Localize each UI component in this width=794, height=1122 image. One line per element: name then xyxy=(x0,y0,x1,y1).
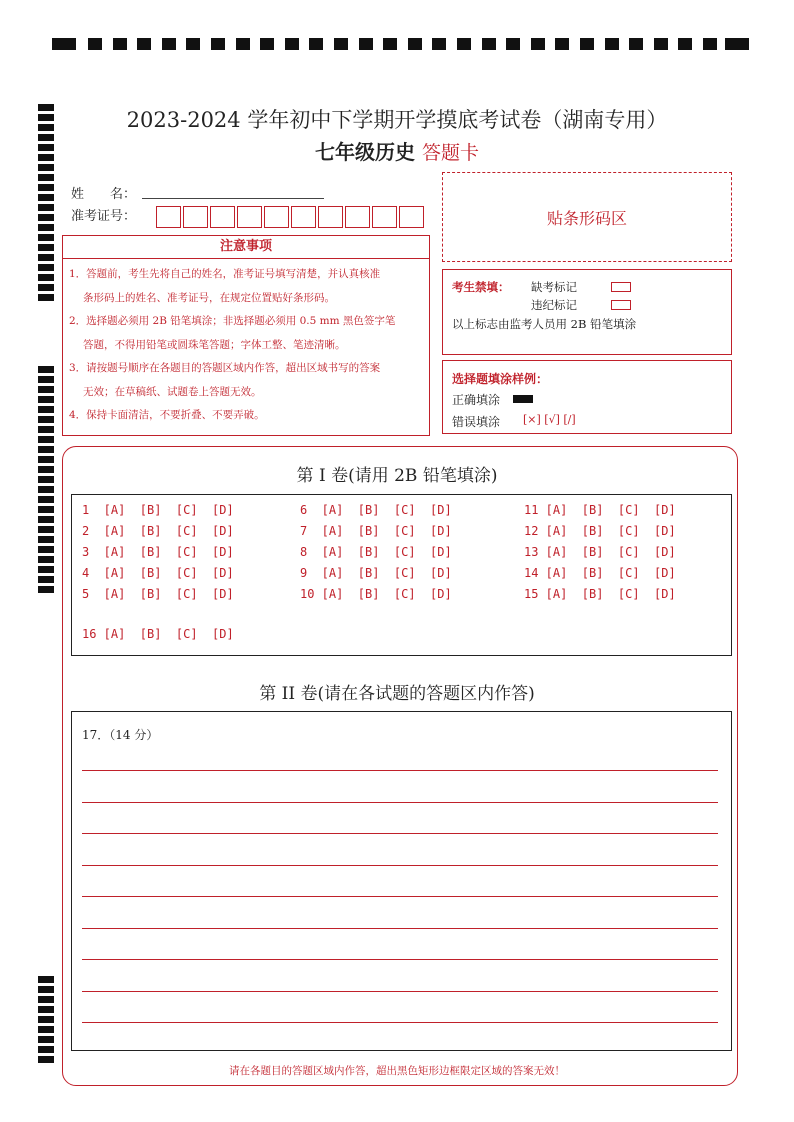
subject-name: 七年级历史 xyxy=(315,140,415,164)
timing-marks-top xyxy=(52,38,749,52)
question-11-options[interactable]: 11 [A] [B] [C] [D] xyxy=(524,503,676,517)
timing-mark xyxy=(38,426,54,433)
timing-mark xyxy=(38,386,54,393)
timing-mark xyxy=(38,164,54,171)
prohibit-note: 以上标志由监考人员用 2B 铅笔填涂 xyxy=(452,317,637,331)
wrong-fill-label: 错误填涂 xyxy=(452,415,501,429)
timing-mark xyxy=(38,1046,54,1053)
timing-mark xyxy=(38,274,54,281)
timing-mark xyxy=(482,38,496,50)
timing-mark xyxy=(531,38,545,50)
answer-line xyxy=(82,833,718,834)
timing-mark xyxy=(38,586,54,593)
violation-mark-label: 违纪标记 xyxy=(531,298,577,312)
name-label: 姓 名： xyxy=(71,187,137,202)
notice-heading: 注意事项 xyxy=(62,235,430,259)
timing-mark xyxy=(38,184,54,191)
timing-mark xyxy=(506,38,520,50)
timing-mark xyxy=(383,38,397,50)
essay-answer-box[interactable] xyxy=(71,711,732,1051)
timing-mark xyxy=(88,38,102,50)
question-14-options[interactable]: 14 [A] [B] [C] [D] xyxy=(524,566,676,580)
timing-marks-left-1 xyxy=(38,104,54,304)
timing-mark xyxy=(211,38,225,50)
timing-mark xyxy=(38,566,54,573)
timing-mark xyxy=(113,38,127,50)
question-2-options[interactable]: 2 [A] [B] [C] [D] xyxy=(82,524,234,538)
timing-mark xyxy=(38,284,54,291)
timing-mark xyxy=(260,38,274,50)
answer-line xyxy=(82,991,718,992)
answer-line xyxy=(82,1022,718,1023)
id-digit-box[interactable] xyxy=(183,206,208,228)
timing-mark xyxy=(654,38,668,50)
timing-mark xyxy=(38,506,54,513)
timing-mark xyxy=(285,38,299,50)
timing-mark xyxy=(725,38,749,50)
question-4-options[interactable]: 4 [A] [B] [C] [D] xyxy=(82,566,234,580)
timing-mark xyxy=(38,996,54,1003)
timing-mark xyxy=(38,294,54,301)
violation-mark-box[interactable] xyxy=(611,300,631,310)
notice-item: 2．选择题必须用 2B 铅笔填涂；非选择题必须用 0.5 mm 黑色签字笔 答题，不得用铅笔或圆珠笔答题；字体工整、笔迹清晰。 xyxy=(69,315,396,351)
correct-fill-mark xyxy=(513,395,533,403)
prohibit-heading: 考生禁填： xyxy=(452,280,510,294)
id-digit-box[interactable] xyxy=(291,206,316,228)
timing-mark xyxy=(309,38,323,50)
notice-body xyxy=(62,259,430,436)
sample-heading: 选择题填涂样例： xyxy=(452,372,549,386)
timing-mark xyxy=(38,1016,54,1023)
question-6-options[interactable]: 6 [A] [B] [C] [D] xyxy=(300,503,452,517)
timing-mark xyxy=(38,406,54,413)
id-digit-box[interactable] xyxy=(156,206,181,228)
timing-mark xyxy=(38,416,54,423)
timing-mark xyxy=(38,976,54,983)
timing-mark xyxy=(38,986,54,993)
question-7-options[interactable]: 7 [A] [B] [C] [D] xyxy=(300,524,452,538)
timing-mark xyxy=(38,436,54,443)
question-5-options[interactable]: 5 [A] [B] [C] [D] xyxy=(82,587,234,601)
id-digit-box[interactable] xyxy=(210,206,235,228)
answer-line xyxy=(82,865,718,866)
question-12-options[interactable]: 12 [A] [B] [C] [D] xyxy=(524,524,676,538)
timing-mark xyxy=(38,536,54,543)
timing-mark xyxy=(38,234,54,241)
timing-mark xyxy=(38,516,54,523)
timing-mark xyxy=(678,38,692,50)
id-digit-box[interactable] xyxy=(372,206,397,228)
section2-title: 第 II 卷(请在各试题的答题区内作答) xyxy=(259,684,535,704)
timing-mark xyxy=(52,38,76,50)
timing-mark xyxy=(38,174,54,181)
id-label: 准考证号： xyxy=(71,209,137,224)
timing-mark xyxy=(38,254,54,261)
correct-fill-label: 正确填涂 xyxy=(452,393,501,407)
barcode-area: 贴条形码区 xyxy=(442,172,732,262)
timing-mark xyxy=(38,396,54,403)
exam-title: 2023-2024 学年初中下学期开学摸底考试卷（湖南专用） xyxy=(126,108,668,132)
timing-mark xyxy=(408,38,422,50)
question-3-options[interactable]: 3 [A] [B] [C] [D] xyxy=(82,545,234,559)
answer-line xyxy=(82,896,718,897)
timing-mark xyxy=(38,366,54,373)
timing-mark xyxy=(38,446,54,453)
timing-mark xyxy=(629,38,643,50)
timing-mark xyxy=(236,38,250,50)
card-subtitle xyxy=(0,136,794,165)
timing-mark xyxy=(555,38,569,50)
timing-mark xyxy=(38,1036,54,1043)
timing-mark xyxy=(359,38,373,50)
notice-item: 3．请按题号顺序在各题目的答题区域内作答，超出区域书写的答案 无效；在草稿纸、试题卷上答题无效。 xyxy=(69,362,381,398)
timing-mark xyxy=(38,204,54,211)
timing-mark xyxy=(38,1006,54,1013)
timing-mark xyxy=(186,38,200,50)
timing-mark xyxy=(38,224,54,231)
id-digit-box[interactable] xyxy=(399,206,424,228)
timing-mark xyxy=(432,38,446,50)
fill-sample-box xyxy=(442,360,732,434)
timing-mark xyxy=(605,38,619,50)
wrong-fill-marks: [×] [√] [/] xyxy=(523,413,576,426)
question-17-label: 17．（14 分） xyxy=(82,728,159,742)
answer-line xyxy=(82,802,718,803)
timing-mark xyxy=(38,264,54,271)
question-13-options[interactable]: 13 [A] [B] [C] [D] xyxy=(524,545,676,559)
question-10-options[interactable]: 10 [A] [B] [C] [D] xyxy=(300,587,452,601)
name-field[interactable] xyxy=(142,198,324,199)
timing-mark xyxy=(38,376,54,383)
timing-mark xyxy=(703,38,717,50)
timing-mark xyxy=(38,1056,54,1063)
answer-card-label: 答题卡 xyxy=(421,142,479,164)
question-8-options[interactable]: 8 [A] [B] [C] [D] xyxy=(300,545,452,559)
timing-mark xyxy=(38,486,54,493)
id-digit-box[interactable] xyxy=(318,206,343,228)
timing-mark xyxy=(38,1026,54,1033)
timing-mark xyxy=(580,38,594,50)
timing-mark xyxy=(334,38,348,50)
id-digit-box[interactable] xyxy=(345,206,370,228)
notice-item: 1．答题前，考生先将自己的姓名，准考证号填写清楚，并认真核准 条形码上的姓名、准考证号，在规定位置贴好条形码。 xyxy=(69,268,381,304)
timing-marks-left-3 xyxy=(38,976,54,1066)
timing-mark xyxy=(38,546,54,553)
mcq-grid xyxy=(71,494,732,656)
id-digit-box[interactable] xyxy=(264,206,289,228)
absent-mark-box[interactable] xyxy=(611,282,631,292)
answer-line xyxy=(82,770,718,771)
question-15-options[interactable]: 15 [A] [B] [C] [D] xyxy=(524,587,676,601)
question-16-options[interactable]: 16 [A] [B] [C] [D] xyxy=(82,627,234,641)
timing-mark xyxy=(38,214,54,221)
timing-mark xyxy=(457,38,471,50)
timing-mark xyxy=(38,194,54,201)
question-1-options[interactable]: 1 [A] [B] [C] [D] xyxy=(82,503,234,517)
answer-line xyxy=(82,928,718,929)
timing-mark xyxy=(162,38,176,50)
section1-title: 第 I 卷(请用 2B 铅笔填涂) xyxy=(296,466,498,486)
answer-line xyxy=(82,959,718,960)
prohibit-box xyxy=(442,269,732,355)
timing-mark xyxy=(137,38,151,50)
id-digit-box[interactable] xyxy=(237,206,262,228)
question-9-options[interactable]: 9 [A] [B] [C] [D] xyxy=(300,566,452,580)
timing-mark xyxy=(38,556,54,563)
notice-item: 4．保持卡面清洁，不要折叠、不要弄破。 xyxy=(69,409,265,421)
footer-warning: 请在各题目的答题区域内作答，超出黑色矩形边框限定区域的答案无效！ xyxy=(229,1065,565,1077)
timing-mark xyxy=(38,496,54,503)
absent-mark-label: 缺考标记 xyxy=(531,280,577,294)
timing-mark xyxy=(38,244,54,251)
timing-mark xyxy=(38,576,54,583)
timing-mark xyxy=(38,526,54,533)
id-number-boxes[interactable] xyxy=(156,206,426,228)
